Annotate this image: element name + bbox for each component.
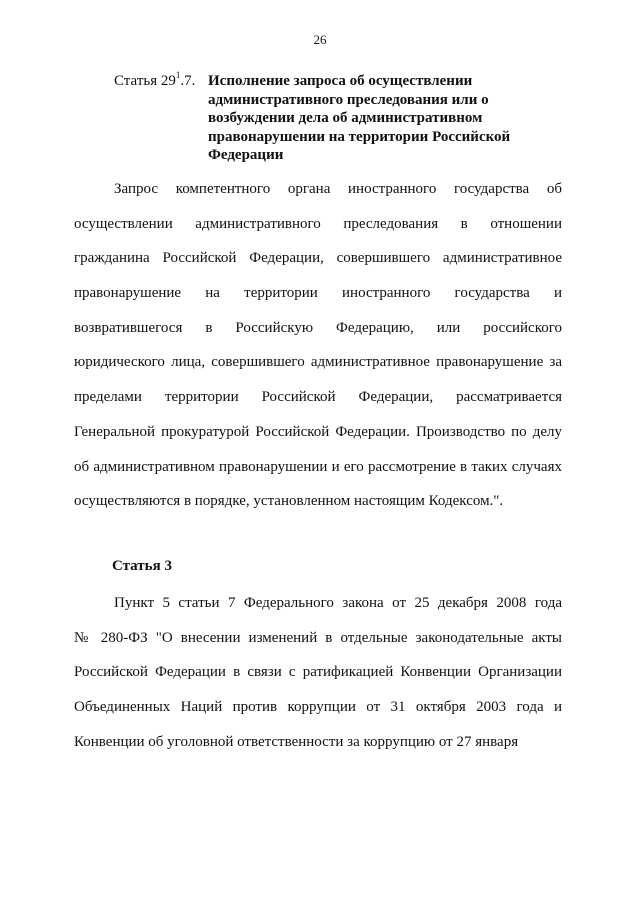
text-line: правонарушение на территории иностранного государства и <box>74 285 562 302</box>
text-line: Российской Федерации в связи с ратификацией Конвенции Организации <box>74 664 562 681</box>
text-line: Пункт 5 статьи 7 Федерального закона от 25 декабря 2008 года <box>114 595 562 611</box>
page-number: 26 <box>313 32 327 47</box>
text-line: гражданина Российской Федерации, совершившего административное <box>74 250 562 267</box>
article-label <box>114 72 195 91</box>
text-line: Объединенных Наций против коррупции от 31 октября 2003 года и <box>74 699 562 716</box>
text-line: возвратившегося в Российскую Федерацию, или российского <box>74 319 562 336</box>
text-line: осуществляются в порядке, установленном настоящим Кодексом.". <box>74 493 504 510</box>
text-line: Запрос компетентного органа иностранного государства об <box>114 181 562 197</box>
article-3-body <box>74 586 562 759</box>
article-title: Исполнение запроса об осуществлении административного преследования или о возбуждении дела об административном правонарушении на территории Российской Федерации <box>208 73 511 163</box>
text-line: осуществлении административного преследования в отношении <box>74 215 562 232</box>
article-label-prefix: Статья 29 <box>114 73 176 89</box>
text-line: пределами территории Российской Федерации, рассматривается <box>74 389 562 406</box>
text-line: об административном правонарушении и его рассмотрение в таких случаях <box>74 458 562 475</box>
text-line: Конвенции об уголовной ответственности за коррупцию от 27 января <box>74 733 519 750</box>
text-line: Генеральной прокуратурой Российской Федерации. Производство по делу <box>74 423 562 440</box>
article-label-suffix: .7. <box>180 73 196 89</box>
article-3-heading: Статья 3 <box>112 558 172 574</box>
article-29-1-7-body <box>74 172 562 519</box>
text-line: юридического лица, совершившего административное правонарушение за <box>74 354 562 371</box>
article-label-superscript: 1 <box>175 70 181 80</box>
text-line: № 280-ФЗ "О внесении изменений в отдельные законодательные акты <box>74 629 562 646</box>
